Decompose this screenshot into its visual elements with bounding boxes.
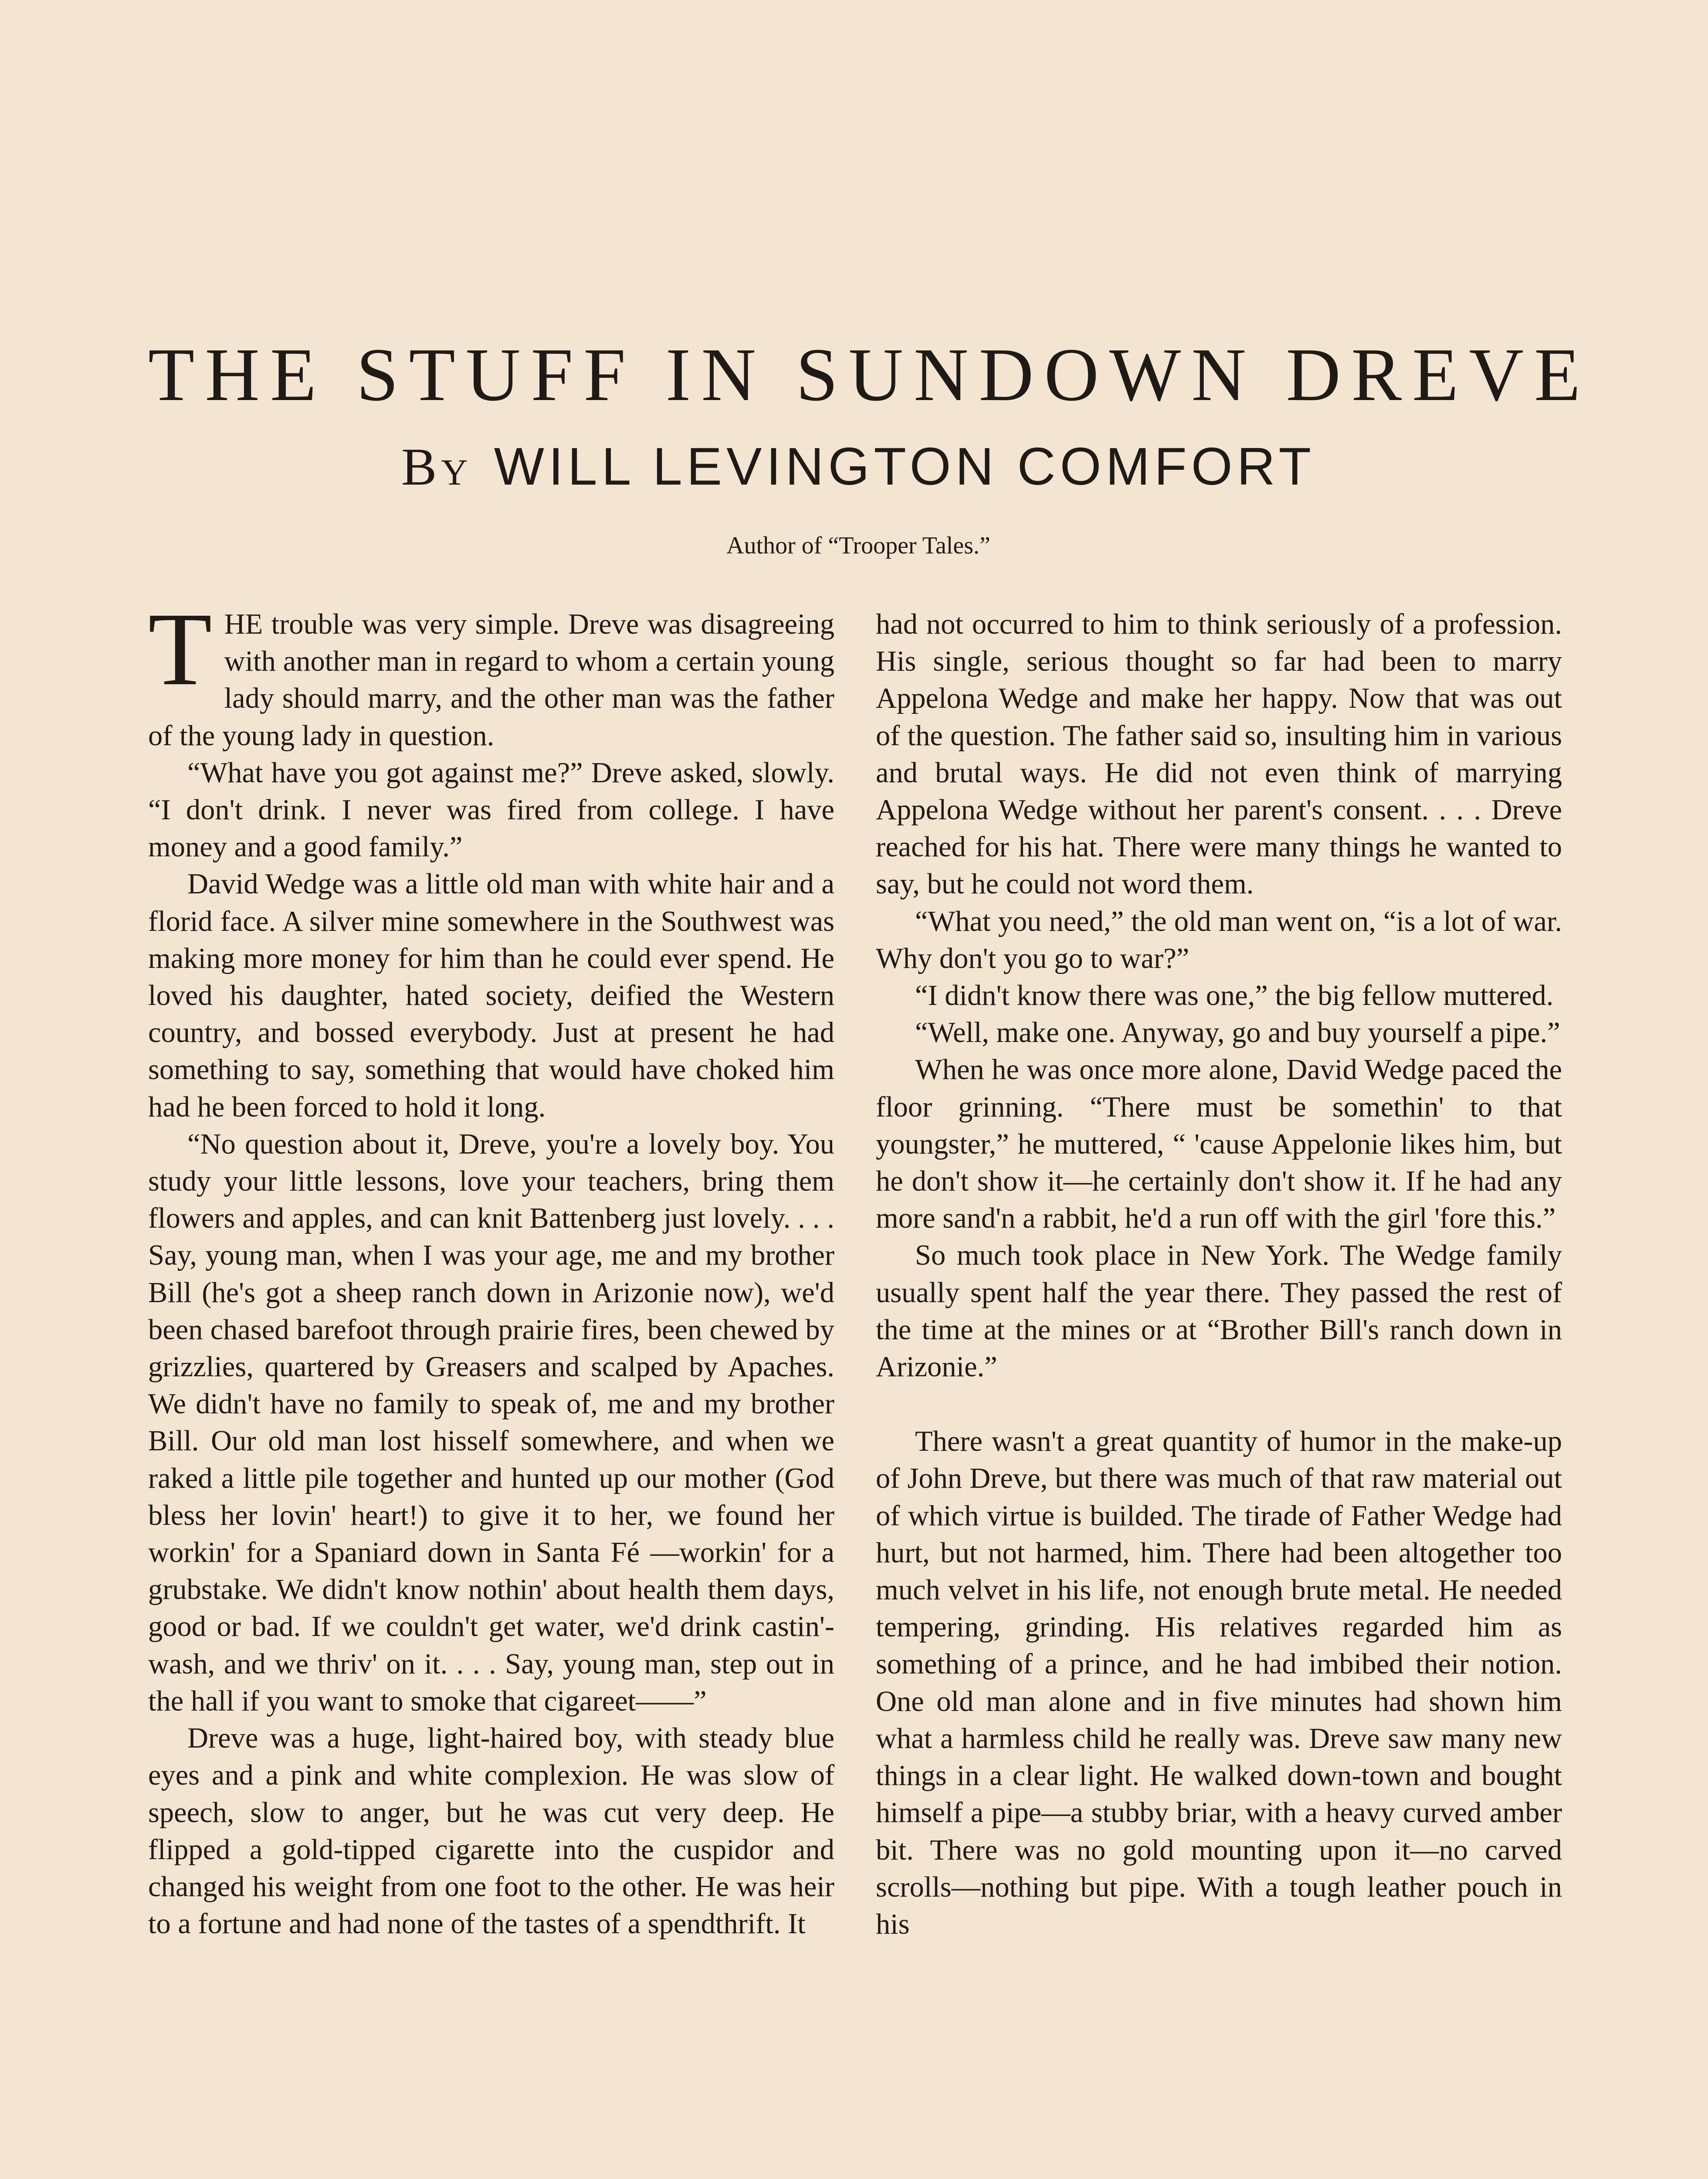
drop-cap: T <box>148 591 212 707</box>
author-note: Author of “Trooper Tales.” <box>726 532 990 559</box>
paragraph: “What have you got against me?” Dreve asked, slowly. “I don't drink. I never was fired from college. I have money and a good family.” <box>148 757 834 863</box>
paragraph: “What you need,” the old man went on, “is a lot of war. Why don't you go to war?” <box>876 905 1562 974</box>
paragraph: “I didn't know there was one,” the big fellow muttered. <box>915 980 1554 1012</box>
paragraph: Dreve was a huge, light-haired boy, with steady blue eyes and a pink and white complexion. He was slow of speech, slow to anger, but he was cut very deep. He flipped a gold-tipped cigarette into the cuspidor and changed his weight from one foot to the other. He was heir to a fortune and had none of the tastes of a spendthrift. It <box>148 1722 834 1940</box>
paragraph: “Well, make one. Anyway, go and buy yourself a pipe.” <box>915 1017 1560 1049</box>
paragraph: There wasn't a great quantity of humor in the make-up of John Dreve, but there was much of that raw material out of which virtue is builded. The tirade of Father Wedge had hurt, but not harmed, him. There had been altogether too much velvet in his life, not enough brute metal. He needed tempering, grinding. His relatives regarded him as something of a prince, and he had imbibed their notion. One old man alone and in five minutes had shown him what a harmless child he really was. Dreve saw many new things in a clear light. He walked down-town and bought himself a pipe—a stubby briar, with a heavy curved amber bit. There was no gold mounting upon it—no carved scrolls—nothing but pipe. With a tough leather pouch in his <box>876 1426 1562 1940</box>
article-title: THE STUFF IN SUNDOWN DREVE <box>148 333 1591 417</box>
byline-prefix: By <box>401 438 472 496</box>
paragraph: So much took place in New York. The Wedge family usually spent half the year there. They passed the rest of the time at the mines or at “Brother Bill's ranch down in Arizonie.” <box>876 1239 1562 1383</box>
paragraph: had not occurred to him to think seriously of a profession. His single, serious thought so far had been to marry Appelona Wedge and make her happy. Now that was out of the question. The father said so, insulting him in various and brutal ways. He did not even think of marrying Appelona Wedge without her parent's consent. . . . Dreve reached for his hat. There were many things he wanted to say, but he could not word them. <box>876 608 1562 900</box>
paragraph-text: HE trouble was very simple. Dreve was disagreeing with another man in regard to whom a certain young lady should marry, and the other man was the father of the young lady in question. <box>148 608 834 752</box>
byline <box>148 436 1569 498</box>
paragraph: David Wedge was a little old man with white hair and a florid face. A silver mine somewhere in the Southwest was making more money for him than he could ever spend. He loved his daughter, hated society, deified the Western country, and bossed everybody. Just at present he had something to say, something that would have choked him had he been forced to hold it long. <box>148 868 834 1123</box>
author-name: WILL LEVINGTON COMFORT <box>494 437 1316 496</box>
left-column <box>148 591 834 1942</box>
paragraph: “No question about it, Dreve, you're a lovely boy. You study your little lessons, love your teachers, bring them flowers and apples, and can knit Battenberg just lovely. . . . Say, young man, when I was your age, me and my brother Bill (he's got a sheep ranch down in Arizonie now), we'd been chased barefoot through prairie fires, been chewed by grizzlies, quartered by Greasers and scalped by Apaches. We didn't have no family to speak of, me and my brother Bill. Our old man lost hisself somewhere, and when we raked a little pile together and hunted up our mother (God bless her lovin' heart!) to give it to her, we found her workin' for a Spaniard down in Santa Fé —workin' for a grubstake. We didn't know nothin' about health them days, good or bad. If we couldn't get water, we'd drink castin'-wash, and we thriv' on it. . . . Say, young man, step out in the hall if you want to smoke that cigareet——” <box>148 1128 834 1717</box>
paragraph: When he was once more alone, David Wedge paced the floor grinning. “There must be somethin' to that youngster,” he muttered, “ 'cause Appelonie likes him, but he don't show it—he certainly don't show it. If he had any more sand'n a rabbit, he'd a run off with the girl 'fore this.” <box>876 1054 1562 1235</box>
paragraph <box>148 591 834 754</box>
right-column <box>876 606 1562 1943</box>
